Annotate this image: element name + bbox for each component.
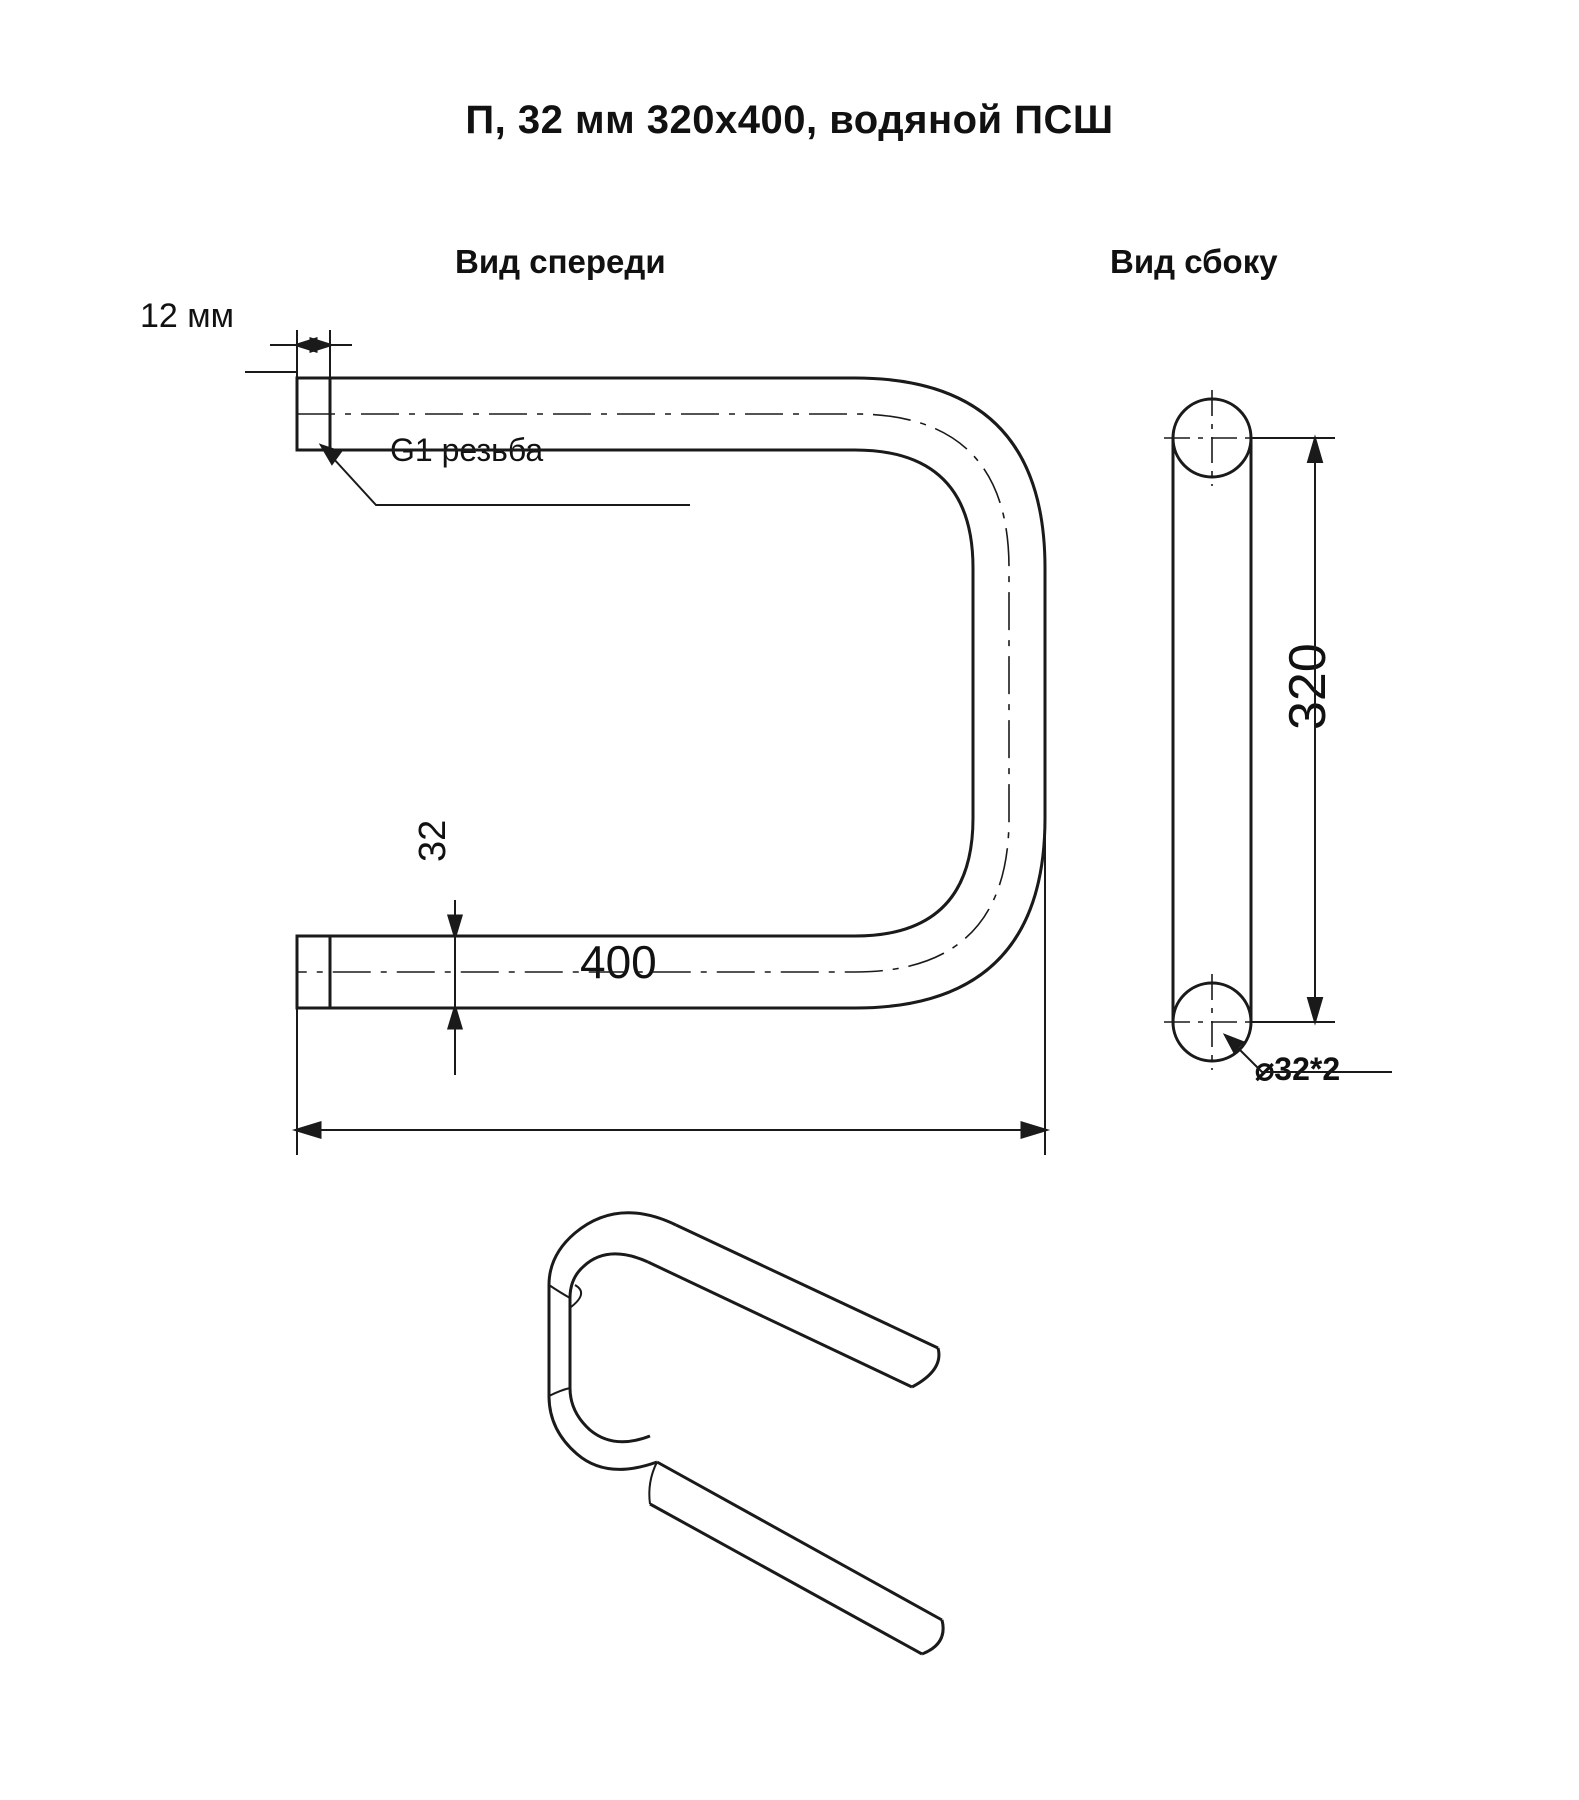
dimension-height: 320 — [1279, 643, 1337, 730]
iso-bottom-arm-cap — [922, 1620, 943, 1654]
isometric-view-group — [549, 1213, 943, 1654]
pipe-centerline — [297, 414, 1009, 972]
front-view-label: Вид спереди — [455, 243, 666, 280]
iso-top-arm-inner — [648, 1262, 912, 1387]
side-view-group — [1164, 390, 1392, 1072]
dimension-400-marks — [297, 818, 1045, 1155]
iso-bottom-bend-outer — [549, 1396, 657, 1469]
iso-seam-bottom2 — [649, 1462, 657, 1504]
dimension-pipe-rise: 32 — [412, 819, 454, 862]
dimension-length: 400 — [580, 936, 657, 988]
pipe-outline-top — [330, 378, 1045, 1008]
front-view-group — [245, 330, 1045, 1155]
iso-top-arm-outer — [676, 1225, 938, 1348]
iso-top-arm-cap — [912, 1348, 939, 1387]
iso-seam-top2 — [549, 1285, 570, 1298]
iso-bottom-arm-outer — [657, 1462, 942, 1620]
leader-g1-thread — [322, 446, 690, 505]
iso-bottom-arm-inner — [650, 1504, 922, 1654]
dimension-32-marks — [330, 900, 470, 1075]
dimension-diameter: ⌀32*2 — [1255, 1051, 1341, 1087]
dimension-thread-offset: 12 мм — [140, 297, 235, 335]
dimension-320-marks — [1251, 438, 1335, 1022]
leader-diameter — [1225, 1035, 1392, 1072]
iso-seam-bottom — [549, 1388, 570, 1396]
iso-top-bend-outer — [549, 1213, 676, 1285]
iso-seam-top — [571, 1285, 581, 1307]
iso-bottom-bend-inner — [570, 1388, 650, 1442]
dimension-thread-note: G1 резьба — [390, 432, 544, 468]
side-circle-centerlines — [1164, 390, 1260, 1070]
page-title: П, 32 мм 320x400, водяной ПСШ — [465, 98, 1114, 142]
side-view-label: Вид сбоку — [1110, 243, 1278, 280]
